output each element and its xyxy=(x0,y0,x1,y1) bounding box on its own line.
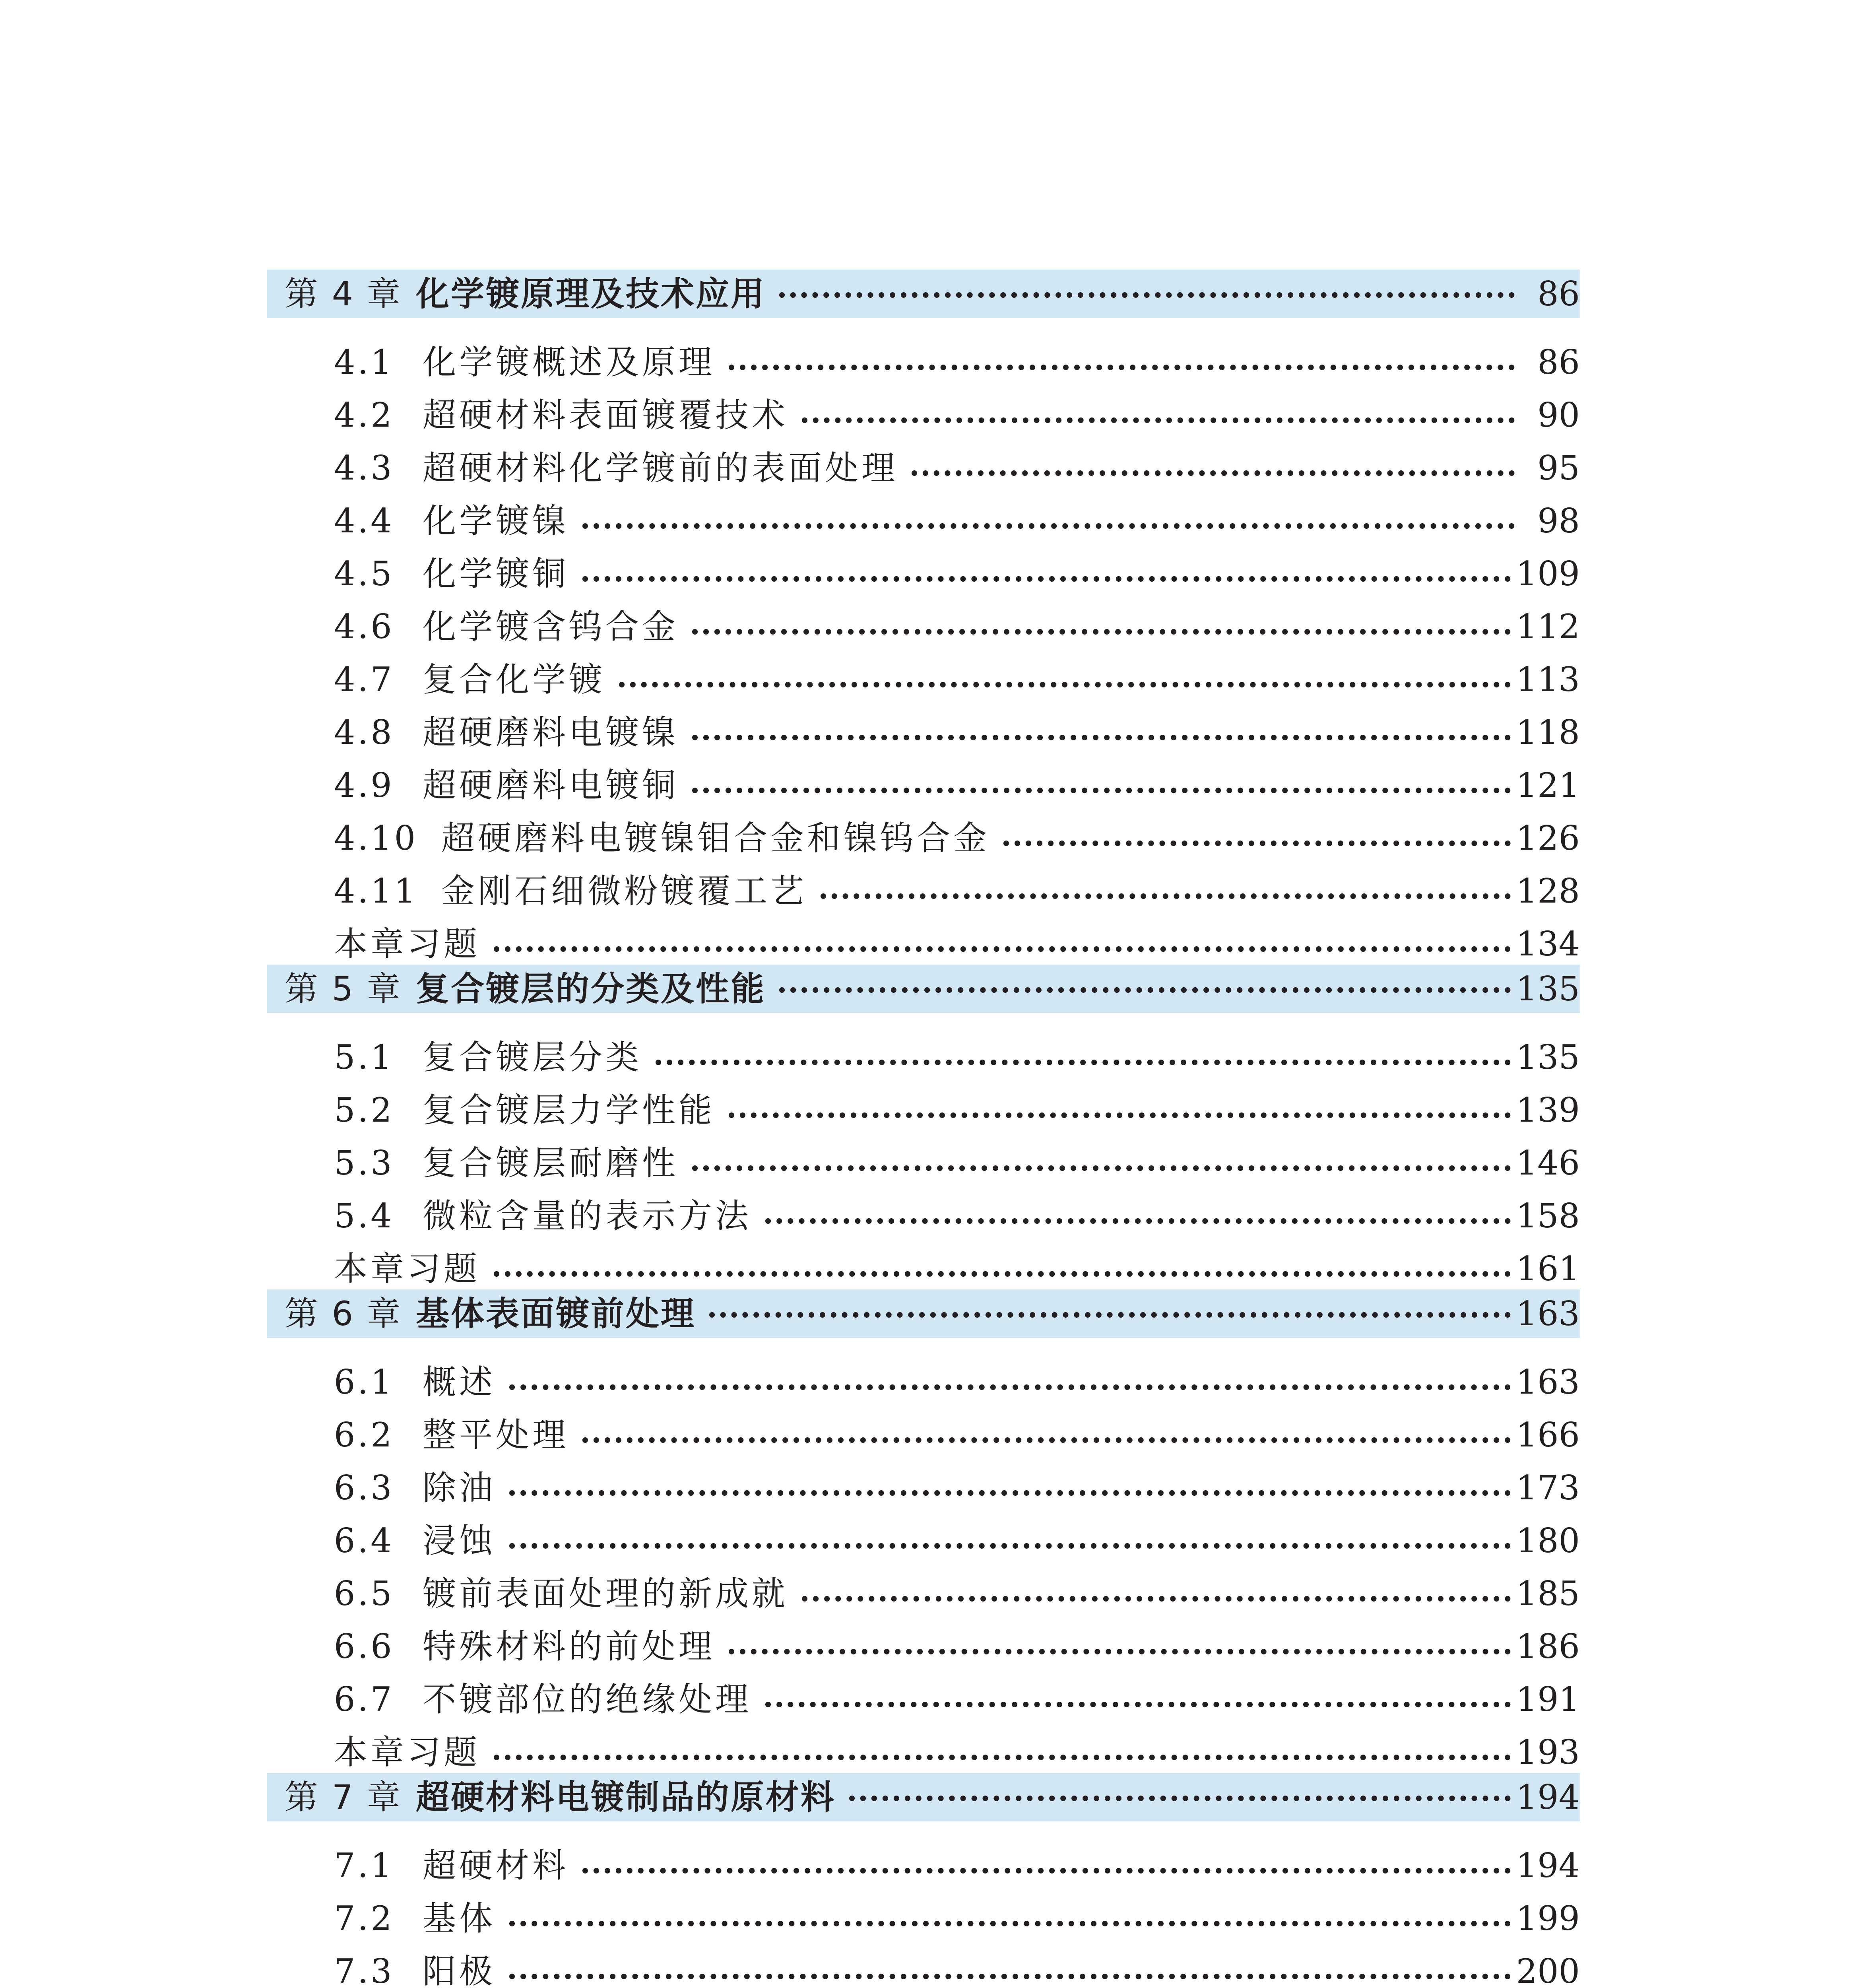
section-number: 6.1 xyxy=(334,1363,394,1402)
toc-section-row xyxy=(267,1180,1580,1233)
section-title: 金刚石细微粉镀覆工艺 xyxy=(441,872,807,911)
section-title: 本章习题 xyxy=(334,1733,481,1772)
dot-leader xyxy=(656,1060,1511,1065)
toc-exercise-row xyxy=(267,908,1580,961)
page-ref: 121 xyxy=(1516,766,1580,805)
toc-section-row xyxy=(267,1610,1580,1666)
section-title: 超硬磨料电镀镍钼合金和镍钨合金 xyxy=(441,819,990,858)
section-title: 超硬磨料电镀镍 xyxy=(423,713,679,752)
toc-exercise-row xyxy=(267,1233,1580,1288)
dot-leader xyxy=(729,365,1515,370)
dot-leader xyxy=(912,470,1515,476)
page-ref: 113 xyxy=(1516,660,1580,699)
toc-section-row xyxy=(267,1505,1580,1560)
section-title: 复合化学镀 xyxy=(423,660,606,699)
dot-leader xyxy=(729,1112,1511,1118)
chapter-title: 超硬材料电镀制品的原材料 xyxy=(416,1778,836,1817)
dot-leader xyxy=(802,1596,1511,1602)
page-ref: 112 xyxy=(1516,607,1580,646)
page-ref: 200 xyxy=(1516,1952,1580,1988)
section-title: 复合镀层分类 xyxy=(423,1038,642,1077)
page-ref: 128 xyxy=(1516,872,1580,911)
section-number: 6.4 xyxy=(334,1521,394,1560)
dot-leader xyxy=(779,987,1511,993)
page-ref: 185 xyxy=(1516,1574,1580,1613)
page-ref: 98 xyxy=(1537,501,1580,540)
toc-chapter-row xyxy=(267,1289,1580,1338)
page-ref: 191 xyxy=(1516,1680,1580,1719)
chapter-number: 第 6 章 xyxy=(285,1294,402,1333)
toc-chapter-row xyxy=(267,270,1580,318)
toc-section-row xyxy=(267,432,1580,485)
section-number: 4.6 xyxy=(334,607,394,646)
toc-section-row xyxy=(267,1346,1580,1402)
toc-section-row xyxy=(267,326,1580,382)
section-number: 4.9 xyxy=(334,766,394,805)
page-ref: 163 xyxy=(1516,1294,1580,1333)
section-number: 5.3 xyxy=(334,1143,394,1182)
section-number: 4.4 xyxy=(334,501,394,540)
section-title: 除油 xyxy=(423,1468,496,1507)
dot-leader xyxy=(692,1165,1511,1171)
section-number: 5.2 xyxy=(334,1091,394,1130)
chapter-title: 化学镀原理及技术应用 xyxy=(416,274,766,313)
page-ref: 135 xyxy=(1516,1038,1580,1077)
section-number: 7.3 xyxy=(334,1952,394,1988)
toc-exercise-row xyxy=(267,1716,1580,1772)
dot-leader xyxy=(709,1312,1511,1318)
toc-section-row xyxy=(267,379,1580,435)
dot-leader xyxy=(509,1921,1511,1926)
section-number: 4.5 xyxy=(334,554,394,593)
dot-leader xyxy=(494,946,1511,952)
dot-leader xyxy=(494,1755,1511,1760)
section-title: 整平处理 xyxy=(423,1415,569,1454)
section-title: 基体 xyxy=(423,1899,496,1938)
dot-leader xyxy=(821,893,1511,899)
dot-leader xyxy=(509,1974,1511,1979)
toc-chapter-row xyxy=(267,1773,1580,1821)
section-number: 4.1 xyxy=(334,343,394,382)
dot-leader xyxy=(692,735,1511,740)
dot-leader xyxy=(765,1218,1511,1224)
toc-section-row xyxy=(267,1935,1580,1988)
page-ref: 118 xyxy=(1516,713,1580,752)
section-number: 5.1 xyxy=(334,1038,394,1077)
dot-leader xyxy=(582,576,1511,582)
section-number: 6.7 xyxy=(334,1680,394,1719)
section-number: 4.8 xyxy=(334,713,394,752)
page-ref: 109 xyxy=(1516,554,1580,593)
page-ref: 139 xyxy=(1516,1091,1580,1130)
page-ref: 86 xyxy=(1537,274,1580,313)
section-title: 化学镀含钨合金 xyxy=(423,607,679,646)
section-title: 特殊材料的前处理 xyxy=(423,1627,716,1666)
chapter-number: 第 4 章 xyxy=(285,274,402,313)
toc-section-row xyxy=(267,1074,1580,1130)
dot-leader xyxy=(1003,841,1511,846)
section-number: 4.7 xyxy=(334,660,394,699)
page-ref: 134 xyxy=(1516,924,1580,963)
toc-section-row xyxy=(267,643,1580,699)
toc-section-row xyxy=(267,538,1580,593)
toc-section-row xyxy=(267,802,1580,858)
chapter-number: 第 5 章 xyxy=(285,969,402,1008)
toc-section-row xyxy=(267,855,1580,911)
toc-section-row xyxy=(267,1829,1580,1885)
dot-leader xyxy=(765,1702,1511,1707)
section-title: 化学镀铜 xyxy=(423,554,569,593)
section-title: 浸蚀 xyxy=(423,1521,496,1560)
page-ref: 180 xyxy=(1516,1521,1580,1560)
section-number: 4.3 xyxy=(334,448,394,487)
page-ref: 186 xyxy=(1516,1627,1580,1666)
toc-section-row xyxy=(267,749,1580,805)
section-number: 4.2 xyxy=(334,396,394,435)
section-title: 化学镀概述及原理 xyxy=(423,343,716,382)
toc-section-row xyxy=(267,1127,1580,1180)
dot-leader xyxy=(509,1490,1511,1496)
dot-leader xyxy=(582,523,1515,529)
toc-section-row xyxy=(267,1882,1580,1938)
toc-section-row xyxy=(267,1452,1580,1505)
section-title: 复合镀层耐磨性 xyxy=(423,1143,679,1182)
page-ref: 173 xyxy=(1516,1468,1580,1507)
dot-leader xyxy=(692,788,1511,793)
table-of-contents xyxy=(267,266,1580,1988)
section-title: 阳极 xyxy=(423,1952,496,1988)
dot-leader xyxy=(802,417,1515,423)
section-title: 超硬磨料电镀铜 xyxy=(423,766,679,805)
chapter-title: 复合镀层的分类及性能 xyxy=(416,969,766,1008)
page-ref: 146 xyxy=(1516,1143,1580,1182)
section-number: 7.1 xyxy=(334,1846,394,1885)
section-number: 5.4 xyxy=(334,1196,394,1235)
page-ref: 199 xyxy=(1516,1899,1580,1938)
dot-leader xyxy=(509,1384,1511,1390)
chapter-number: 第 7 章 xyxy=(285,1778,402,1817)
page-ref: 135 xyxy=(1516,969,1580,1008)
section-number: 7.2 xyxy=(334,1899,394,1938)
page-ref: 126 xyxy=(1516,819,1580,858)
section-number: 6.5 xyxy=(334,1574,394,1613)
section-title: 超硬材料表面镀覆技术 xyxy=(423,396,789,435)
section-title: 镀前表面处理的新成就 xyxy=(423,1574,789,1613)
toc-section-row xyxy=(267,1557,1580,1613)
section-number: 6.2 xyxy=(334,1415,394,1454)
dot-leader xyxy=(692,629,1511,635)
page-ref: 194 xyxy=(1516,1778,1580,1817)
section-number: 4.10 xyxy=(334,819,418,858)
toc-chapter-row xyxy=(267,965,1580,1013)
page-ref: 193 xyxy=(1516,1733,1580,1772)
dot-leader xyxy=(779,292,1515,298)
page-ref: 158 xyxy=(1516,1196,1580,1235)
page-ref: 194 xyxy=(1516,1846,1580,1885)
section-title: 微粒含量的表示方法 xyxy=(423,1196,752,1235)
toc-section-row xyxy=(267,590,1580,646)
toc-section-row xyxy=(267,1663,1580,1719)
page-ref: 95 xyxy=(1537,448,1580,487)
section-title: 本章习题 xyxy=(334,1249,481,1288)
toc-section-row xyxy=(267,485,1580,538)
page-ref: 86 xyxy=(1537,343,1580,382)
dot-leader xyxy=(494,1271,1511,1277)
toc-section-row xyxy=(267,1399,1580,1452)
page-ref: 163 xyxy=(1516,1363,1580,1402)
dot-leader xyxy=(729,1649,1511,1654)
section-number: 6.3 xyxy=(334,1468,394,1507)
section-title: 本章习题 xyxy=(334,924,481,963)
section-title: 超硬材料化学镀前的表面处理 xyxy=(423,448,898,487)
section-title: 复合镀层力学性能 xyxy=(423,1091,716,1130)
dot-leader xyxy=(582,1868,1511,1873)
dot-leader xyxy=(582,1437,1511,1443)
section-number: 4.11 xyxy=(334,872,418,911)
section-title: 化学镀镍 xyxy=(423,501,569,540)
dot-leader xyxy=(849,1796,1511,1801)
toc-section-row xyxy=(267,696,1580,752)
toc-section-row xyxy=(267,1021,1580,1077)
chapter-title: 基体表面镀前处理 xyxy=(416,1294,696,1333)
page-ref: 166 xyxy=(1516,1415,1580,1454)
dot-leader xyxy=(509,1543,1511,1549)
dot-leader xyxy=(619,682,1511,687)
section-title: 概述 xyxy=(423,1363,496,1402)
section-number: 6.6 xyxy=(334,1627,394,1666)
page-ref: 161 xyxy=(1516,1249,1580,1288)
section-title: 超硬材料 xyxy=(423,1846,569,1885)
page-ref: 90 xyxy=(1537,396,1580,435)
section-title: 不镀部位的绝缘处理 xyxy=(423,1680,752,1719)
